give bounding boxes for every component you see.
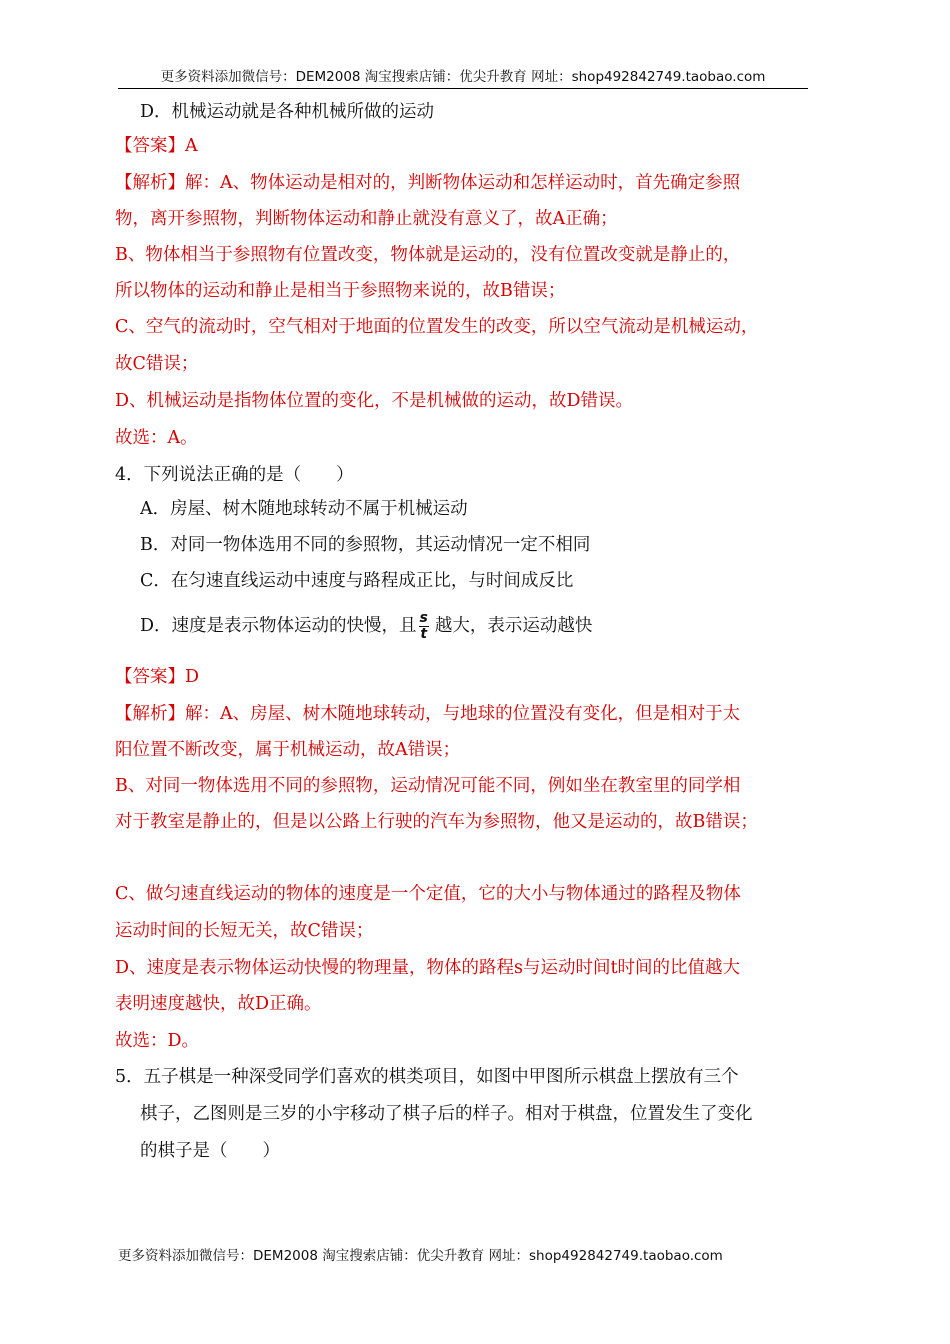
speed-fraction	[419, 611, 429, 642]
q4-option-d	[140, 611, 592, 642]
q3-analysis-line-4: 所以物体的运动和静止是相当于参照物来说的，故B错误；	[115, 281, 566, 301]
q4-analysis-line-2: 阳位置不断改变，属于机械运动，故A错误；	[115, 740, 461, 760]
q5-stem-line-1: 5．五子棋是一种深受同学们喜欢的棋类项目，如图中甲图所示棋盘上摆放有三个	[115, 1067, 739, 1087]
q4-option-b: B．对同一物体选用不同的参照物，其运动情况一定不相同	[140, 535, 591, 555]
q3-answer: 【答案】A	[115, 136, 198, 156]
q3-choice: 故选：A。	[115, 428, 198, 448]
q3-analysis-line-3: B、物体相当于参照物有位置改变，物体就是运动的，没有位置改变就是静止的，	[115, 245, 741, 265]
q4-answer: 【答案】D	[115, 667, 200, 687]
fraction-denominator: t	[420, 626, 428, 642]
fraction-numerator: s	[419, 610, 428, 626]
q4-choice: 故选：D。	[115, 1031, 200, 1051]
q3-analysis-line-5: C、空气的流动时，空气相对于地面的位置发生的改变，所以空气流动是机械运动，	[115, 317, 759, 337]
q5-stem-line-3: 的棋子是（ ）	[140, 1141, 280, 1161]
q4-analysis-line-4: 对于教室是静止的，但是以公路上行驶的汽车为参照物，他又是运动的，故B错误；	[115, 812, 758, 832]
q3-analysis-line-7: D、机械运动是指物体位置的变化，不是机械做的运动，故D错误。	[115, 391, 634, 411]
q4-analysis-line-1: 【解析】解：A、房屋、树木随地球转动，与地球的位置没有变化，但是相对于太	[115, 704, 741, 724]
q4-stem: 4．下列说法正确的是（ ）	[115, 465, 354, 485]
page-header: 更多资料添加微信号：DEM2008 淘宝搜索店铺：优尖升教育 网址：shop492842749.taobao.com	[118, 66, 808, 89]
q4-option-a: A．房屋、树木随地球转动不属于机械运动	[140, 499, 468, 519]
q4-analysis-line-6: 运动时间的长短无关，故C错误；	[115, 921, 374, 941]
q4-analysis-line-7: D、速度是表示物体运动快慢的物理量，物体的路程s与运动时间t时间的比值越大	[115, 958, 741, 978]
q3-analysis-line-2: 物，离开参照物，判断物体运动和静止就没有意义了，故A正确；	[115, 209, 618, 229]
q4-option-c: C．在匀速直线运动中速度与路程成正比，与时间成反比	[140, 571, 574, 591]
q3-option-d: D．机械运动就是各种机械所做的运动	[140, 102, 435, 122]
page-footer: 更多资料添加微信号：DEM2008 淘宝搜索店铺：优尖升教育 网址：shop492842749.taobao.com	[118, 1248, 723, 1264]
q3-analysis-line-1: 【解析】解：A、物体运动是相对的，判断物体运动和怎样运动时，首先确定参照	[115, 173, 741, 193]
q4-analysis-line-5: C、做匀速直线运动的物体的速度是一个定值，它的大小与物体通过的路程及物体	[115, 884, 741, 904]
q4-analysis-line-8: 表明速度越快，故D正确。	[115, 994, 322, 1014]
q4-option-d-after: 越大，表示运动越快	[434, 616, 593, 636]
q5-stem-line-2: 棋子，乙图则是三岁的小宇移动了棋子后的样子。相对于棋盘，位置发生了变化	[140, 1104, 753, 1124]
q4-option-d-before: D．速度是表示物体运动的快慢，且	[140, 616, 417, 636]
q4-analysis-line-3: B、对同一物体选用不同的参照物，运动情况可能不同，例如坐在教室里的同学相	[115, 776, 741, 796]
q3-analysis-line-6: 故C错误；	[115, 354, 199, 374]
